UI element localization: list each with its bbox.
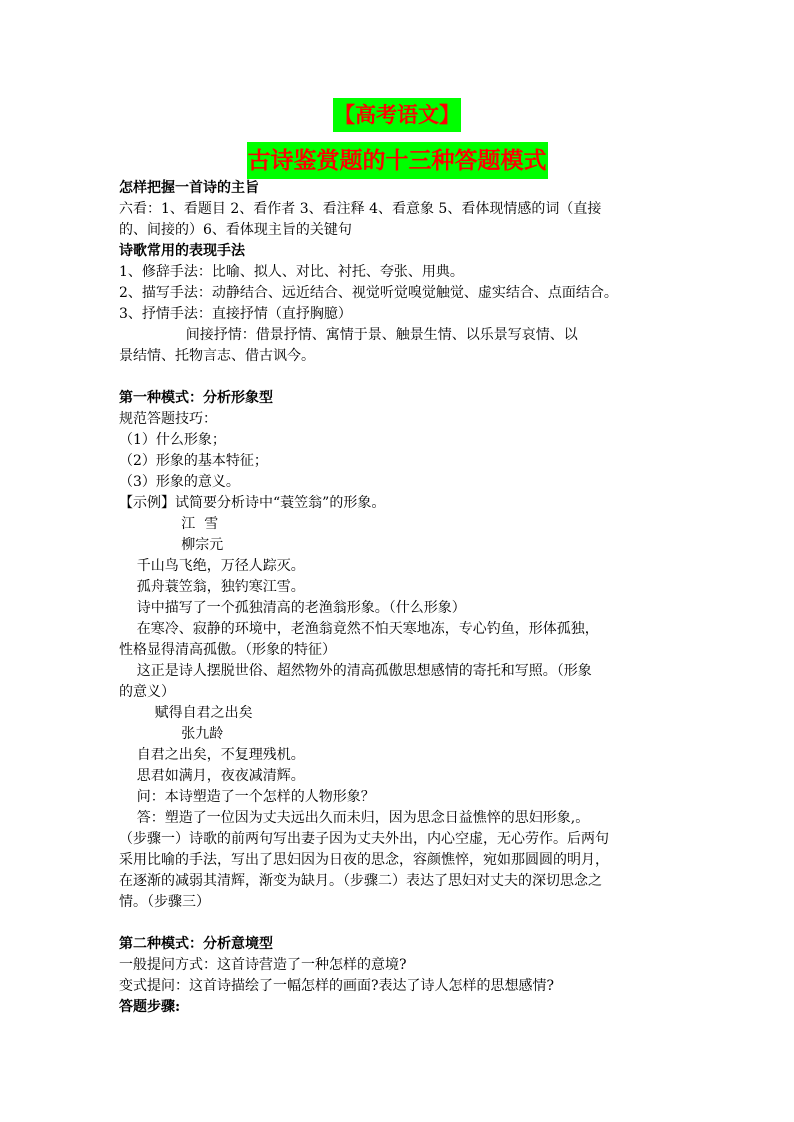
text-line: 张九龄 <box>119 726 224 742</box>
text-line: 景结情、托物言志、借古讽今。 <box>119 348 315 364</box>
text-line: 采用比喻的手法，写出了思妇因为日夜的思念，容颜憔悴，宛如那圆圆的明月， <box>119 852 609 868</box>
text-line: 1、修辞手法：比喻、拟人、对比、衬托、夸张、用典。 <box>119 264 464 280</box>
text-line: 孤舟蓑笠翁，独钓寒江雪。 <box>119 579 305 595</box>
text-line: 问：本诗塑造了一个怎样的人物形象？ <box>119 789 375 805</box>
text-line: 在逐渐的减弱其清辉，渐变为缺月。（步骤二）表达了思妇对丈夫的深切思念之 <box>119 873 602 889</box>
section-heading: 第一种模式：分析形象型 <box>119 390 273 406</box>
header-tag: 【高考语文】 <box>333 98 461 132</box>
page-title: 古诗鉴赏题的十三种答题模式 <box>247 142 548 179</box>
text-line: 诗中描写了一个孤独清高的老渔翁形象。（什么形象） <box>119 600 466 616</box>
section-heading: 诗歌常用的表现手法 <box>119 243 245 259</box>
text-line: 情。（步骤三） <box>119 894 210 910</box>
text-line: 六看：1、看题目 2、看作者 3、看注释 4、看意象 5、看体现情感的词（直接 <box>119 201 602 217</box>
text-line: 江 雪 <box>119 516 219 532</box>
text-line: 千山鸟飞绝，万径人踪灭。 <box>119 558 305 574</box>
text-line: 柳宗元 <box>119 537 224 553</box>
page-title-row <box>0 142 794 179</box>
text-line: 一般提问方式：这首诗营造了一种怎样的意境? <box>119 957 407 973</box>
text-line: 在寒冷、寂静的环境中，老渔翁竟然不怕天寒地冻，专心钓鱼，形体孤独， <box>119 621 599 637</box>
text-line: 【示例】试简要分析诗中“蓑笠翁”的形象。 <box>119 495 386 511</box>
text-line: （3）形象的意义。 <box>119 474 240 490</box>
text-line: 的意义） <box>119 684 175 700</box>
text-line: 这正是诗人摆脱世俗、超然物外的清高孤傲思想感情的寄托和写照。（形象 <box>119 663 592 679</box>
text-line <box>119 913 679 934</box>
text-line: （步骤一）诗歌的前两句写出妻子因为丈夫外出，内心空虚，无心劳作。后两句 <box>119 831 609 847</box>
section-heading: 第二种模式：分析意境型 <box>119 936 273 952</box>
section-heading: 怎样把握一首诗的主旨 <box>119 180 259 196</box>
text-line: 赋得自君之出矣 <box>119 705 253 721</box>
text-line: 的、间接的）6、看体现主旨的关键句 <box>119 222 352 238</box>
text-line: （1）什么形象； <box>119 432 226 448</box>
text-line: 思君如满月，夜夜减清辉。 <box>119 768 305 784</box>
text-line: 2、描写手法：动静结合、远近结合、视觉听觉嗅觉触觉、虚实结合、点面结合。 <box>119 285 618 301</box>
text-line: 3、抒情手法：直接抒情（直抒胸臆） <box>119 306 352 322</box>
text-line <box>119 367 679 388</box>
text-line: （2）形象的基本特征； <box>119 453 268 469</box>
header-tag-row <box>0 98 794 132</box>
text-line: 变式提问：这首诗描绘了一幅怎样的画面?表达了诗人怎样的思想感情? <box>119 978 555 994</box>
document-body <box>119 178 679 1018</box>
text-line: 间接抒情：借景抒情、寓情于景、触景生情、以乐景写哀情、以 <box>119 327 578 343</box>
section-heading: 答题步骤: <box>119 999 181 1015</box>
text-line: 规范答题技巧： <box>119 411 217 427</box>
text-line: 性格显得清高孤傲。（形象的特征） <box>119 642 336 658</box>
text-line: 答：塑造了一位因为丈夫远出久而未归，因为思念日益憔悴的思妇形象,。 <box>119 810 590 826</box>
text-line: 自君之出矣，不复理残机。 <box>119 747 305 763</box>
